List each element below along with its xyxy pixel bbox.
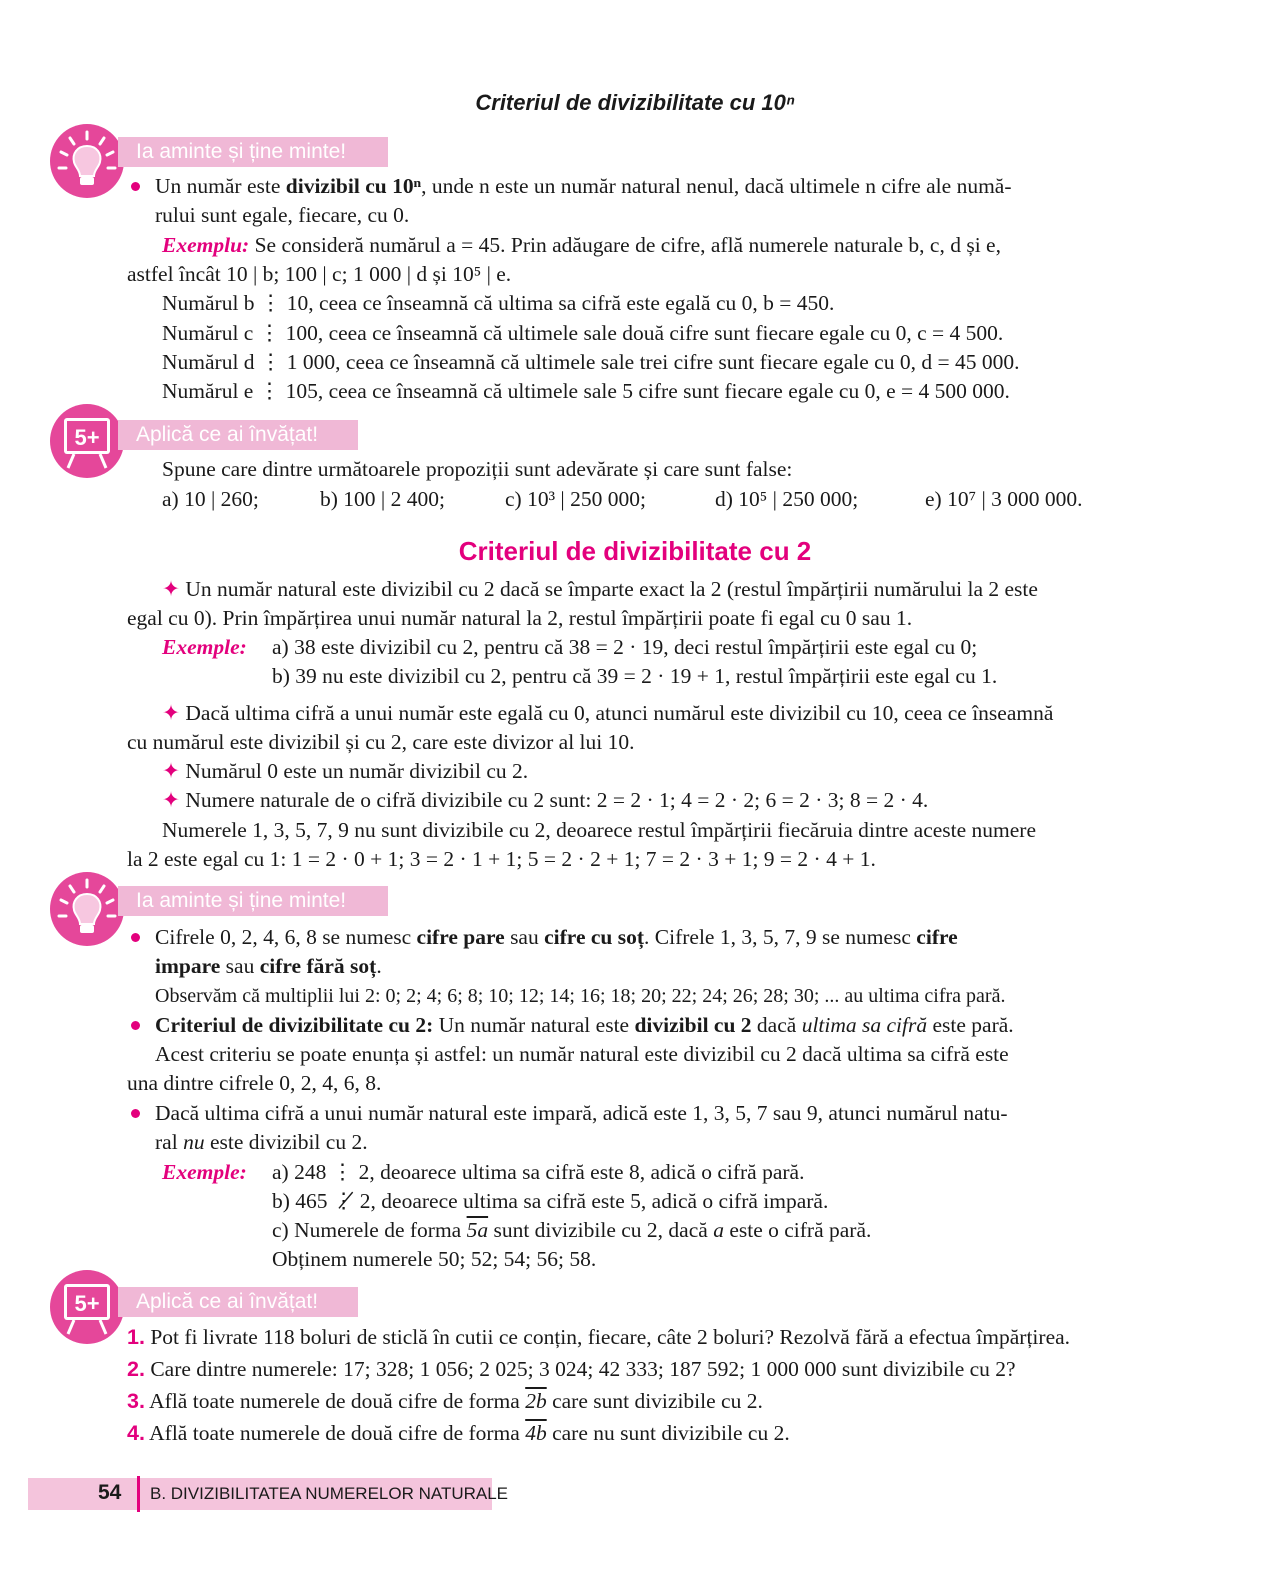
example-10n-line2: astfel încât 10 | b; 100 | c; 1 000 | d și 10⁵ | e.	[127, 262, 512, 286]
multiples-observation: Observăm că multiplii lui 2: 0; 2; 4; 6; 8; 10; 12; 14; 16; 18; 20; 22; 24; 26; 28; 30; ... au ultima cifra pară.	[155, 985, 1006, 1007]
exercise-2: 2. Care dintre numerele: 17; 328; 1 056; 2 025; 3 024; 42 333; 187 592; 1 000 000 sunt divizibile cu 2?	[127, 1357, 1016, 1381]
lightbulb-badge	[50, 872, 124, 946]
page-number: 54	[98, 1481, 122, 1504]
number-c-line: Numărul c ⋮ 100, ceea ce înseamnă că ultimele sale două cifre sunt fiecare egale cu 0, c = 4 500.	[162, 321, 1004, 345]
para-def-line1: ✦ Un număr natural este divizibil cu 2 dacă se împarte exact la 2 (restul împărțirii numărului la 2 este	[162, 577, 1038, 601]
chapter-title: B. DIVIZIBILITATEA NUMERELOR NATURALE	[150, 1484, 509, 1503]
exercise-c: c) 10³ | 250 000;	[505, 487, 646, 511]
exercise-intro: Spune care dintre următoarele propoziții sunt adevărate și care sunt false:	[162, 457, 793, 481]
para-odd-line2: la 2 este egal cu 1: 1 = 2 · 0 + 1; 3 = 2 · 1 + 1; 5 = 2 · 2 + 1; 7 = 2 · 3 + 1; 9 = 2 · 4 + 1.	[127, 847, 876, 871]
svg-text:5+: 5+	[74, 425, 100, 450]
examples-label: Exemple:	[162, 635, 247, 659]
exercise-d: d) 10⁵ | 250 000;	[715, 487, 859, 511]
rule-10n-line1: Un număr este divizibil cu 10ⁿ, unde n este un număr natural nenul, dacă ultimele n cifre ale numă-	[155, 174, 1012, 198]
para-def-line2: egal cu 0). Prin împărțirea unui număr natural la 2, restul împărțirii poate fi egal cu 0 sau 1.	[127, 606, 913, 630]
banner-apply: Aplică ce ai învățat!	[118, 1287, 358, 1317]
footer-divider	[137, 1476, 140, 1512]
odd-digit-line2: ral nu este divizibil cu 2.	[155, 1130, 368, 1154]
digits-even-line1: Cifrele 0, 2, 4, 6, 8 se numesc cifre pare sau cifre cu soț. Cifrele 1, 3, 5, 7, 9 se numesc cifre	[155, 925, 958, 949]
example-result: Obținem numerele 50; 52; 54; 56; 58.	[272, 1247, 597, 1271]
banner-remember: Ia aminte și ține minte!	[118, 886, 388, 916]
exercise-1: 1. Pot fi livrate 118 boluri de sticlă în cutii ce conțin, fiecare, câte 2 boluri? Rezolvă fără a efectua împărțirea.	[127, 1325, 1071, 1349]
exercise-a: a) 10 | 260;	[162, 487, 259, 511]
number-d-line: Numărul d ⋮ 1 000, ceea ce înseamnă că ultimele sale trei cifre sunt fiecare egale cu 0, d = 45 000.	[162, 350, 1020, 374]
bullet-marker	[131, 182, 140, 191]
svg-text:5+: 5+	[74, 1291, 100, 1316]
example-465: b) 465 ⋮̸ 2, deoarece ultima sa cifră este 5, adică o cifră impară.	[272, 1189, 829, 1213]
para-one-digit: ✦ Numere naturale de o cifră divizibile cu 2 sunt: 2 = 2 · 1; 4 = 2 · 2; 6 = 2 · 3; 8 = 2 · 4.	[162, 788, 929, 812]
board-icon	[50, 404, 124, 478]
para-10-line2: cu numărul este divizibil și cu 2, care este divizor al lui 10.	[127, 730, 635, 754]
bullet-marker	[131, 1021, 140, 1030]
banner-remember: Ia aminte și ține minte!	[118, 137, 388, 167]
lightbulb-icon	[50, 872, 124, 946]
number-e-line: Numărul e ⋮ 105, ceea ce înseamnă că ultimele sale 5 cifre sunt fiecare egale cu 0, e = 4 500 000.	[162, 379, 1010, 403]
para-odd-line1: Numerele 1, 3, 5, 7, 9 nu sunt divizibile cu 2, deoarece restul împărțirii fiecăruia dintre aceste numere	[162, 818, 1037, 842]
examples-label: Exemple:	[162, 1160, 247, 1184]
criterion-2-line1: Criteriul de divizibilitate cu 2: Un număr natural este divizibil cu 2 dacă ultima sa cifră este pară.	[155, 1013, 1014, 1037]
section-title-10n: Criteriul de divizibilitate cu 10ⁿ	[475, 90, 795, 115]
odd-digit-line1: Dacă ultima cifră a unui număr natural este impară, adică este 1, 3, 5, 7 sau 9, atunci numărul natu-	[155, 1101, 1008, 1125]
banner-apply: Aplică ce ai învățat!	[118, 420, 358, 450]
exercise-3: 3. Află toate numerele de două cifre de forma 2b care sunt divizibile cu 2.	[127, 1389, 763, 1413]
apply-badge	[50, 404, 124, 478]
lightbulb-badge	[50, 124, 124, 198]
bullet-marker	[131, 933, 140, 942]
para-zero: ✦ Numărul 0 este un număr divizibil cu 2.	[162, 759, 529, 783]
example-10n-line1: Exemplu: Se consideră numărul a = 45. Prin adăugare de cifre, află numerele naturale b, c, d și e,	[162, 233, 1001, 257]
example-a: a) 38 este divizibil cu 2, pentru că 38 = 2 · 19, deci restul împărțirii este egal cu 0;	[272, 635, 978, 659]
section-title-2: Criteriul de divizibilitate cu 2	[458, 536, 812, 566]
apply-badge	[50, 1270, 124, 1344]
bullet-marker	[131, 1109, 140, 1118]
example-5a: c) Numerele de forma 5a sunt divizibile cu 2, dacă a este o cifră pară.	[272, 1218, 872, 1242]
lightbulb-icon	[50, 124, 124, 198]
exercise-4: 4. Află toate numerele de două cifre de forma 4b care nu sunt divizibile cu 2.	[127, 1421, 790, 1445]
para-10-line1: ✦ Dacă ultima cifră a unui număr este egală cu 0, atunci numărul este divizibil cu 10, ceea ce înseamnă	[162, 701, 1054, 725]
board-icon	[50, 1270, 124, 1344]
digits-even-line2: impare sau cifre fără soț.	[155, 954, 382, 978]
number-b-line: Numărul b ⋮ 10, ceea ce înseamnă că ultima sa cifră este egală cu 0, b = 450.	[162, 291, 835, 315]
example-b: b) 39 nu este divizibil cu 2, pentru că 39 = 2 · 19 + 1, restul împărțirii este egal cu 1.	[272, 664, 998, 688]
criterion-2-line2: Acest criteriu se poate enunța și astfel: un număr natural este divizibil cu 2 dacă ultima sa cifră este	[155, 1042, 1009, 1066]
criterion-2-line3: una dintre cifrele 0, 2, 4, 6, 8.	[127, 1071, 382, 1095]
example-248: a) 248 ⋮ 2, deoarece ultima sa cifră este 8, adică o cifră pară.	[272, 1160, 805, 1184]
exercise-e: e) 10⁷ | 3 000 000.	[925, 487, 1083, 511]
exercise-b: b) 100 | 2 400;	[320, 487, 445, 511]
rule-10n-line2: rului sunt egale, fiecare, cu 0.	[155, 203, 410, 227]
